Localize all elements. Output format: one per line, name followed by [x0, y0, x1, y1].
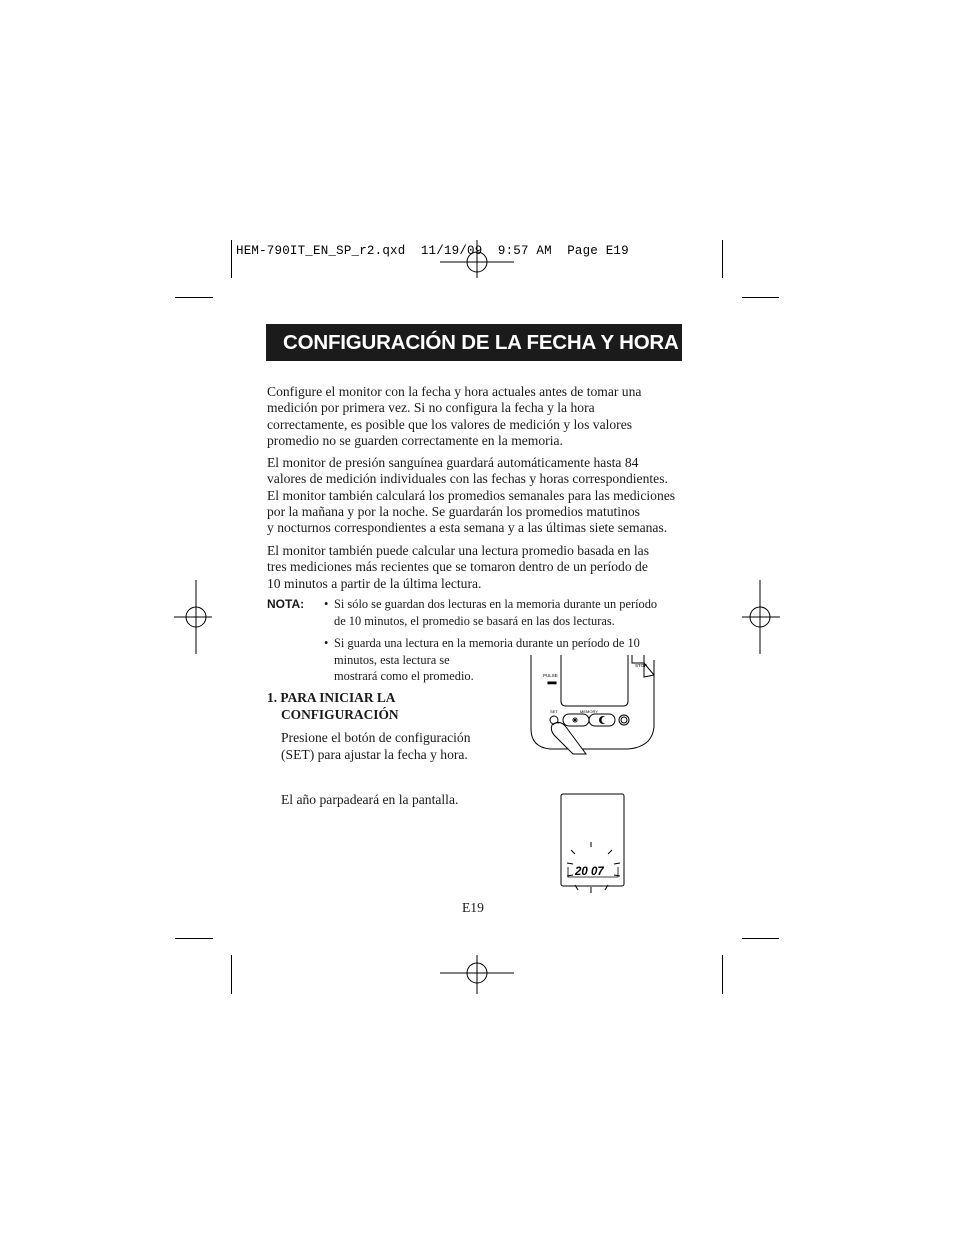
note-line: mostrará como el promedio.: [334, 669, 474, 683]
intro-paragraph: [267, 384, 687, 449]
text-line: El monitor también calculará los promedios semanales para las mediciones: [267, 487, 676, 503]
step-result: El año parpadeará en la pantalla.: [281, 792, 459, 807]
display-year: 20 07: [575, 866, 604, 878]
set-label: SET: [550, 709, 558, 714]
section-title: CONFIGURACIÓN DE LA FECHA Y HORA: [266, 324, 682, 361]
lcd-display: [558, 793, 628, 897]
text-line: Configure el monitor con la fecha y hora actuales antes de tomar una: [267, 384, 642, 399]
print-slug: [236, 244, 629, 258]
note-line: de 10 minutos, el promedio se basará en las dos lecturas.: [334, 613, 615, 628]
stop-label: STOP: [635, 663, 648, 668]
monitor-illustration: [528, 655, 658, 755]
step-heading-line: CONFIGURACIÓN: [281, 706, 399, 722]
step-heading-line: 1. PARA INICIAR LA: [267, 690, 396, 705]
text-line: correctamente, es posible que los valores de medición y los valores: [267, 416, 633, 432]
note-line: minutos, esta lectura se: [334, 652, 450, 667]
step-heading: [267, 690, 399, 723]
text-line: y nocturnos correspondientes a esta semana y a las últimas siete semanas.: [267, 520, 668, 536]
slug-page: Page E19: [567, 244, 629, 258]
slug-date: 11/19/09: [420, 244, 483, 258]
text-line: valores de medición individuales con las fechas y horas correspondientes.: [267, 471, 668, 487]
step-text-line: (SET) para ajustar la fecha y hora.: [281, 747, 468, 762]
text-line: promedio no se guarden correctamente en la memoria.: [267, 432, 563, 448]
note-line: Si sólo se guardan dos lecturas en la memoria durante un período: [334, 597, 658, 611]
note-item: [324, 596, 684, 629]
pulse-label: PULSE: [543, 673, 558, 678]
memory-label: MEMORY: [580, 709, 598, 714]
step-text-line: Presione el botón de configuración: [281, 730, 471, 745]
note-line: Si guarda una lectura en la memoria durante un período de 10: [334, 636, 640, 650]
text-line: tres mediciones más recientes que se tomaron dentro de un período de: [267, 559, 648, 575]
bullet: •: [324, 636, 329, 650]
average-paragraph: [267, 543, 687, 592]
slug-time: 9:57 AM: [497, 244, 552, 258]
text-line: 10 minutos a partir de la última lectura.: [267, 575, 482, 591]
text-line: El monitor también puede calcular una lectura promedio basada en las: [267, 543, 649, 558]
text-line: El monitor de presión sanguínea guardará automáticamente hasta 84: [267, 455, 639, 470]
bullet: •: [324, 597, 329, 611]
note-label: NOTA:: [267, 597, 305, 611]
text-line: medición por primera vez. Si no configura la fecha y la hora: [267, 400, 595, 416]
slug-file: HEM-790IT_EN_SP_r2.qxd: [236, 244, 406, 258]
page-number: E19: [462, 900, 484, 915]
memory-paragraph: [267, 455, 687, 536]
text-line: por la mañana y por la noche. Se guardarán los promedios matutinos: [267, 503, 640, 519]
step-instructions: [281, 729, 471, 763]
